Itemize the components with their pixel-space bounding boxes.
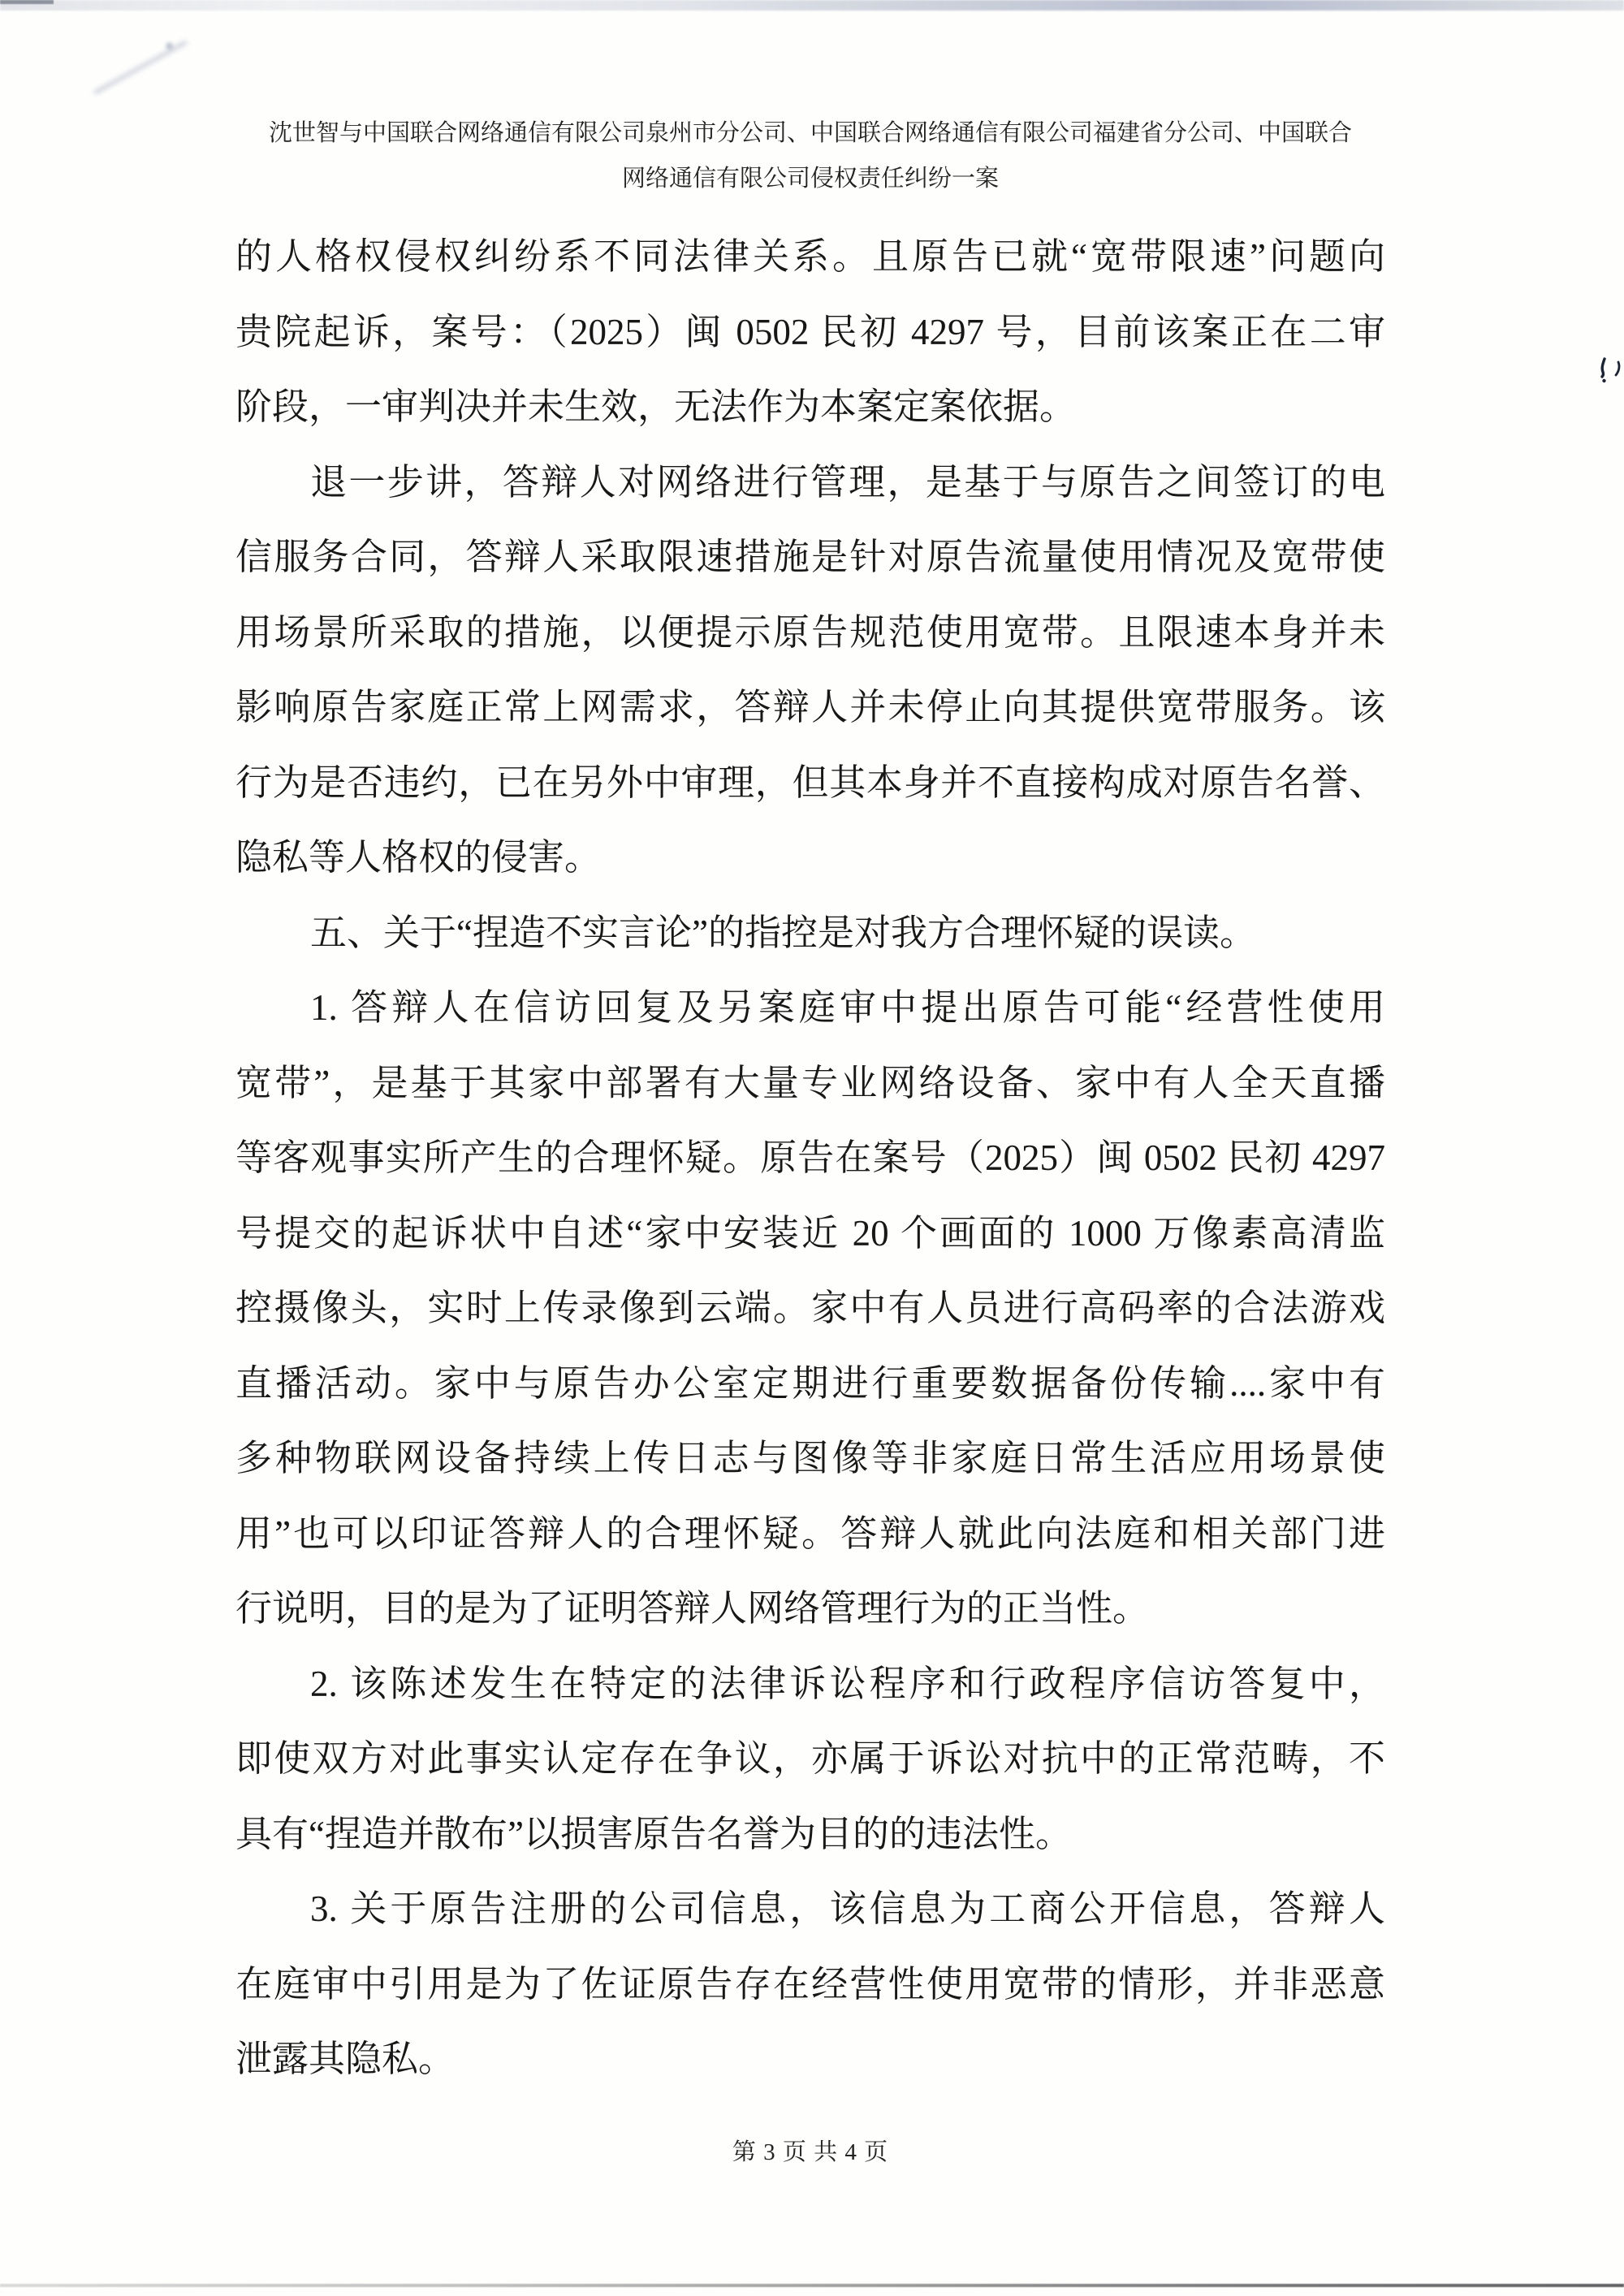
body-line: 号提交的起诉状中自述“家中安装近 20 个画面的 1000 万像素高清监 [235, 1212, 1385, 1254]
scan-edge-top-left [0, 0, 54, 4]
scan-smudge [93, 40, 188, 95]
body-line: 的人格权侵权纠纷系不同法律关系。且原告已就“宽带限速”问题向 [235, 236, 1385, 277]
body-line: 等客观事实所产生的合理怀疑。原告在案号（2025）闽 0502 民初 4297 [235, 1137, 1385, 1178]
caption-line: 沈世智与中国联合网络通信有限公司泉州市分公司、中国联合网络通信有限公司福建省分公司、中国联合 [268, 120, 1352, 146]
case-caption [235, 110, 1385, 201]
body-line: 直播活动。家中与原告办公室定期进行重要数据备份传输....家中有 [235, 1362, 1385, 1404]
body-line: 贵院起诉，案号：（2025）闽 0502 民初 4297 号，目前该案正在二审 [235, 311, 1385, 352]
body-line: 退一步讲，答辩人对网络进行管理，是基于与原告之间签订的电 [310, 461, 1385, 503]
page-number-footer: 第 3 页 共 4 页 [732, 2139, 889, 2165]
scan-smudge-dot [166, 42, 173, 50]
body-line: 信服务合同，答辩人采取限速措施是针对原告流量使用情况及宽带使 [235, 537, 1385, 577]
scan-edge-bottom [0, 2284, 1624, 2287]
scan-noise-top-edge [0, 0, 1624, 11]
body-line: 行说明，目的是为了证明答辩人网络管理行为的正当性。 [235, 1588, 1150, 1629]
body-line: 具有“捏造并散布”以损害原告名誉为目的的违法性。 [235, 1813, 1072, 1854]
body-line: 用”也可以印证答辩人的合理怀疑。答辩人就此向法庭和相关部门进 [235, 1513, 1385, 1554]
body-line: 1. 答辩人在信访回复及另案庭审中提出原告可能“经营性使用 [310, 987, 1385, 1028]
body-line: 行为是否违约，已在另外中审理，但其本身并不直接构成对原告名誉、 [235, 762, 1385, 803]
handwritten-ink-mark [1596, 356, 1624, 390]
body-line: 影响原告家庭正常上网需求，答辩人并未停止向其提供宽带服务。该 [235, 687, 1385, 727]
body-line: 隐私等人格权的侵害。 [235, 837, 602, 878]
body-line: 阶段，一审判决并未生效，无法作为本案定案依据。 [235, 386, 1077, 427]
body-line: 即使双方对此事实认定存在争议，亦属于诉讼对抗中的正常范畴，不 [235, 1738, 1385, 1779]
body-line: 2. 该陈述发生在特定的法律诉讼程序和行政程序信访答复中， [310, 1663, 1385, 1704]
body-line: 用场景所采取的措施，以便提示原告规范使用宽带。且限速本身并未 [235, 611, 1385, 653]
body-line: 宽带”，是基于其家中部署有大量专业网络设备、家中有人全天直播 [235, 1062, 1385, 1103]
caption-line: 网络通信有限公司侵权责任纠纷一案 [621, 166, 999, 192]
body-line: 五、关于“捏造不实言论”的指控是对我方合理怀疑的误读。 [310, 912, 1256, 953]
body-line: 在庭审中引用是为了佐证原告存在经营性使用宽带的情形，并非恶意 [235, 1963, 1385, 2005]
body-line: 3. 关于原告注册的公司信息，该信息为工商公开信息，答辩人 [310, 1888, 1385, 1929]
body-line: 多种物联网设备持续上传日志与图像等非家庭日常生活应用场景使 [235, 1438, 1385, 1478]
body-line: 泄露其隐私。 [235, 2039, 456, 2079]
body-line: 控摄像头，实时上传录像到云端。家中有人员进行高码率的合法游戏 [235, 1288, 1385, 1328]
document-body [235, 219, 1385, 2097]
